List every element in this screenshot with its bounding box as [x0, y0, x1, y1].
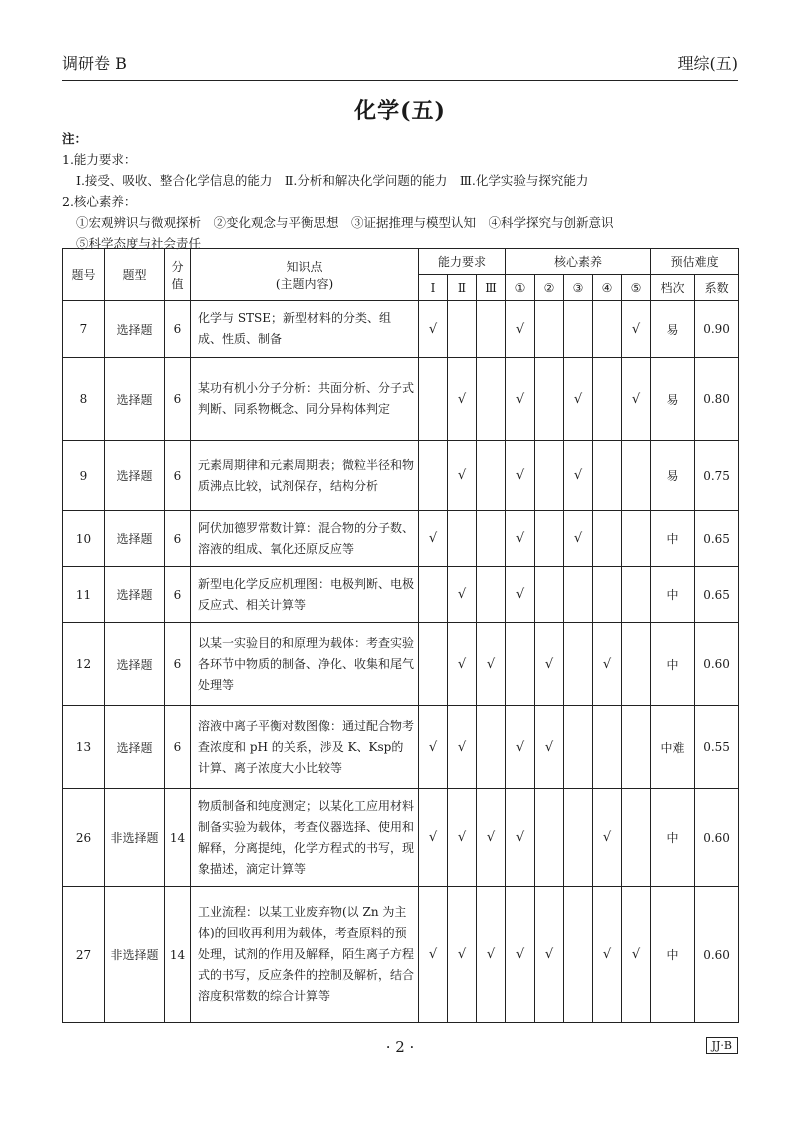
- cell-type: 选择题: [105, 567, 165, 623]
- cell-check: √: [477, 623, 506, 706]
- cell-check: √: [535, 887, 564, 1023]
- cell-knowledge-point: 新型电化学反应机理图：电极判断、电极反应式、相关计算等: [191, 567, 419, 623]
- cell-check: √: [419, 511, 448, 567]
- header-score-1: 分: [171, 259, 184, 274]
- literacy-line-1: ①宏观辨识与微观探析 ②变化观念与平衡思想 ③证据推理与模型认知 ④科学探究与创新意识: [76, 215, 614, 230]
- cell-check: √: [506, 301, 535, 358]
- cell-check: √: [593, 887, 622, 1023]
- literacy-title: 2.核心素养：: [62, 194, 137, 209]
- cell-check: [535, 441, 564, 511]
- cell-check: [419, 623, 448, 706]
- header-literacy-4: ④: [593, 275, 622, 301]
- cell-num: 12: [63, 623, 105, 706]
- page-title: 化学(五): [354, 98, 446, 124]
- cell-check: √: [535, 623, 564, 706]
- cell-check: √: [622, 301, 651, 358]
- cell-check: [564, 789, 593, 887]
- cell-check: √: [622, 358, 651, 441]
- cell-coef: 0.60: [695, 887, 739, 1023]
- cell-check: √: [564, 511, 593, 567]
- header-score: [165, 249, 191, 301]
- cell-check: √: [448, 567, 477, 623]
- header-type: 题型: [105, 249, 165, 301]
- cell-score: 6: [165, 301, 191, 358]
- cell-check: [477, 511, 506, 567]
- cell-type: 非选择题: [105, 789, 165, 887]
- cell-score: 14: [165, 789, 191, 887]
- cell-check: √: [506, 706, 535, 789]
- cell-check: [593, 441, 622, 511]
- cell-check: √: [506, 441, 535, 511]
- cell-score: 14: [165, 887, 191, 1023]
- page-header: [62, 50, 738, 74]
- header-ability-1: Ⅰ: [419, 275, 448, 301]
- cell-score: 6: [165, 441, 191, 511]
- cell-coef: 0.65: [695, 511, 739, 567]
- cell-check: √: [564, 441, 593, 511]
- cell-check: √: [448, 706, 477, 789]
- cell-check: [477, 706, 506, 789]
- page-number: · 2 ·: [385, 1038, 415, 1056]
- table-row: [63, 301, 739, 358]
- table-row: [63, 623, 739, 706]
- cell-type: 选择题: [105, 301, 165, 358]
- cell-check: √: [419, 789, 448, 887]
- cell-type: 选择题: [105, 706, 165, 789]
- cell-check: [564, 623, 593, 706]
- cell-check: √: [419, 887, 448, 1023]
- header-left: 调研卷 B: [62, 54, 127, 73]
- header-score-2: 值: [171, 276, 184, 291]
- cell-num: 13: [63, 706, 105, 789]
- cell-check: [622, 789, 651, 887]
- header-num: 题号: [63, 249, 105, 301]
- cell-check: √: [593, 623, 622, 706]
- cell-check: [419, 567, 448, 623]
- cell-num: 7: [63, 301, 105, 358]
- header-coef: 系数: [695, 275, 739, 301]
- cell-knowledge-point: 以某一实验目的和原理为载体：考查实验各环节中物质的制备、净化、收集和尾气处理等: [191, 623, 419, 706]
- cell-grade: 中: [651, 789, 695, 887]
- table-row: [63, 441, 739, 511]
- cell-check: √: [448, 623, 477, 706]
- cell-num: 26: [63, 789, 105, 887]
- cell-check: [622, 441, 651, 511]
- cell-grade: 易: [651, 301, 695, 358]
- cell-score: 6: [165, 567, 191, 623]
- cell-check: [419, 441, 448, 511]
- cell-num: 11: [63, 567, 105, 623]
- cell-knowledge-point: 阿伏加德罗常数计算：混合物的分子数、溶液的组成、氧化还原反应等: [191, 511, 419, 567]
- cell-knowledge-point: 溶液中离子平衡对数图像：通过配合物考查浓度和 pH 的关系，涉及 K、Ksp的计算、离子浓度大小比较等: [191, 706, 419, 789]
- cell-grade: 中: [651, 511, 695, 567]
- cell-check: [506, 623, 535, 706]
- cell-check: [593, 358, 622, 441]
- cell-knowledge-point: 某功有机小分子分析：共面分析、分子式判断、同系物概念、同分异构体判定: [191, 358, 419, 441]
- header-kp-2: (主题内容): [275, 276, 334, 291]
- cell-knowledge-point: 元素周期律和元素周期表；微粒半径和物质沸点比较，试剂保存，结构分析: [191, 441, 419, 511]
- cell-type: 选择题: [105, 623, 165, 706]
- cell-type: 选择题: [105, 511, 165, 567]
- cell-check: [477, 301, 506, 358]
- cell-coef: 0.65: [695, 567, 739, 623]
- table-row: [63, 706, 739, 789]
- cell-coef: 0.55: [695, 706, 739, 789]
- cell-check: √: [477, 887, 506, 1023]
- cell-check: √: [506, 358, 535, 441]
- cell-check: [622, 567, 651, 623]
- ability-title: 1.能力要求：: [62, 152, 137, 167]
- cell-grade: 中难: [651, 706, 695, 789]
- cell-coef: 0.75: [695, 441, 739, 511]
- cell-check: √: [593, 789, 622, 887]
- table-row: [63, 789, 739, 887]
- cell-check: √: [419, 706, 448, 789]
- cell-check: √: [564, 358, 593, 441]
- cell-num: 8: [63, 358, 105, 441]
- cell-check: [564, 567, 593, 623]
- cell-check: √: [448, 887, 477, 1023]
- cell-check: [477, 441, 506, 511]
- cell-check: [448, 301, 477, 358]
- cell-check: √: [477, 789, 506, 887]
- cell-check: √: [448, 441, 477, 511]
- cell-check: [622, 623, 651, 706]
- cell-check: [622, 511, 651, 567]
- cell-check: √: [448, 789, 477, 887]
- header-literacy-3: ③: [564, 275, 593, 301]
- cell-check: [564, 706, 593, 789]
- cell-check: [593, 511, 622, 567]
- header-ability-2: Ⅱ: [448, 275, 477, 301]
- cell-type: 选择题: [105, 441, 165, 511]
- cell-check: [593, 567, 622, 623]
- cell-check: √: [506, 887, 535, 1023]
- header-literacy-2: ②: [535, 275, 564, 301]
- cell-score: 6: [165, 623, 191, 706]
- cell-check: [535, 358, 564, 441]
- header-kp-1: 知识点: [286, 259, 323, 274]
- cell-check: √: [535, 706, 564, 789]
- question-table: [62, 248, 739, 1023]
- cell-score: 6: [165, 706, 191, 789]
- cell-grade: 中: [651, 623, 695, 706]
- cell-type: 非选择题: [105, 887, 165, 1023]
- cell-check: √: [419, 301, 448, 358]
- cell-score: 6: [165, 358, 191, 441]
- cell-grade: 中: [651, 567, 695, 623]
- notes-label: 注：: [62, 131, 88, 146]
- cell-check: [593, 706, 622, 789]
- cell-knowledge-point: 工业流程：以某工业废弃物(以 Zn 为主体)的回收再利用为载体，考查原料的预处理，试剂的作用及解释，陌生离子方程式的书写，反应条件的控制及解析，结合溶度积常数的综合计算等: [191, 887, 419, 1023]
- cell-num: 27: [63, 887, 105, 1023]
- cell-grade: 易: [651, 358, 695, 441]
- cell-check: √: [448, 358, 477, 441]
- cell-num: 10: [63, 511, 105, 567]
- cell-coef: 0.60: [695, 623, 739, 706]
- cell-check: √: [506, 511, 535, 567]
- cell-check: √: [506, 567, 535, 623]
- header-grade: 档次: [651, 275, 695, 301]
- cell-score: 6: [165, 511, 191, 567]
- cell-coef: 0.60: [695, 789, 739, 887]
- header-difficulty: 预估难度: [651, 249, 739, 275]
- cell-check: √: [506, 789, 535, 887]
- ability-items: Ⅰ.接受、吸收、整合化学信息的能力 Ⅱ.分析和解决化学问题的能力 Ⅲ.化学实验与探究能力: [76, 173, 589, 188]
- cell-check: [535, 567, 564, 623]
- header-literacy: 核心素养: [506, 249, 651, 275]
- header-right: 理综(五): [677, 54, 738, 73]
- header-ability: 能力要求: [419, 249, 506, 275]
- cell-knowledge-point: 化学与 STSE；新型材料的分类、组成、性质、制备: [191, 301, 419, 358]
- cell-check: [564, 301, 593, 358]
- header-kp: [191, 249, 419, 301]
- cell-check: [593, 301, 622, 358]
- cell-num: 9: [63, 441, 105, 511]
- header-literacy-1: ①: [506, 275, 535, 301]
- cell-check: [535, 301, 564, 358]
- cell-knowledge-point: 物质制备和纯度测定；以某化工应用材料制备实验为载体，考查仪器选择、使用和解释，分离提纯，化学方程式的书写，现象描述，滴定计算等: [191, 789, 419, 887]
- paper-code: JJ·B: [706, 1037, 738, 1054]
- table-row: [63, 567, 739, 623]
- cell-grade: 易: [651, 441, 695, 511]
- cell-check: [477, 567, 506, 623]
- cell-check: [448, 511, 477, 567]
- cell-coef: 0.90: [695, 301, 739, 358]
- cell-check: [564, 887, 593, 1023]
- header-literacy-5: ⑤: [622, 275, 651, 301]
- literacy-line-2: ⑤科学态度与社会责任: [76, 236, 202, 251]
- table-row: [63, 358, 739, 441]
- cell-check: [477, 358, 506, 441]
- cell-check: √: [622, 887, 651, 1023]
- header-ability-3: Ⅲ: [477, 275, 506, 301]
- header-rule: [62, 80, 738, 81]
- table-row: [63, 887, 739, 1023]
- cell-type: 选择题: [105, 358, 165, 441]
- cell-check: [622, 706, 651, 789]
- cell-grade: 中: [651, 887, 695, 1023]
- table-row: [63, 511, 739, 567]
- cell-coef: 0.80: [695, 358, 739, 441]
- cell-check: [419, 358, 448, 441]
- notes: [62, 128, 614, 254]
- cell-check: [535, 511, 564, 567]
- cell-check: [535, 789, 564, 887]
